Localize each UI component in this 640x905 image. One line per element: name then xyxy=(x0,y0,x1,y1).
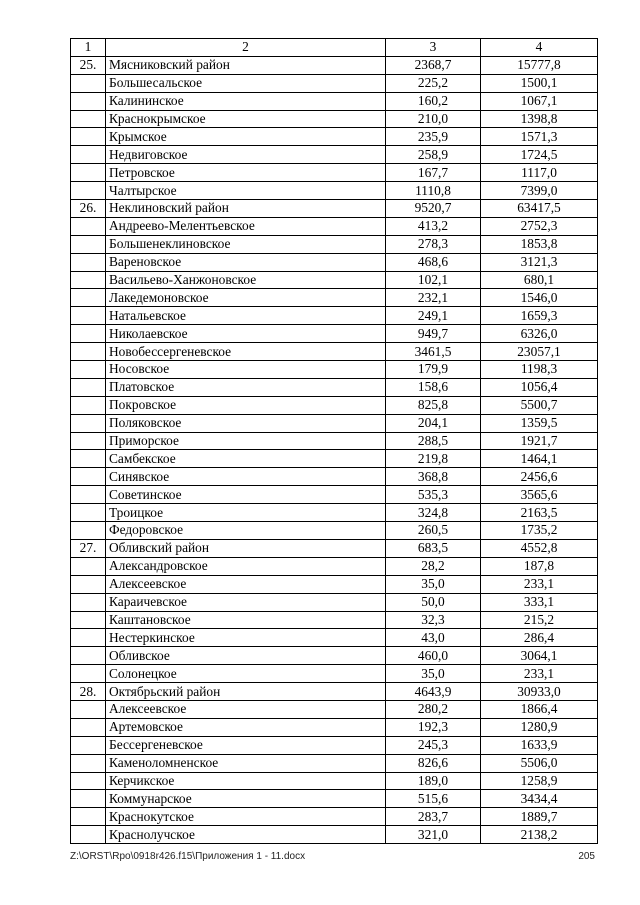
row-name: Обливский район xyxy=(106,539,386,557)
table-body xyxy=(71,39,598,844)
row-value-col3: 278,3 xyxy=(386,235,481,253)
row-number xyxy=(71,629,106,647)
row-number xyxy=(71,325,106,343)
table-row xyxy=(71,164,598,182)
row-value-col3: 321,0 xyxy=(386,826,481,844)
row-value-col3: 28,2 xyxy=(386,557,481,575)
row-number xyxy=(71,92,106,110)
row-number xyxy=(71,790,106,808)
table-row xyxy=(71,772,598,790)
row-number: 26. xyxy=(71,200,106,218)
row-number xyxy=(71,289,106,307)
table-row xyxy=(71,539,598,557)
row-value-col4: 1633,9 xyxy=(481,736,598,754)
row-number xyxy=(71,378,106,396)
row-value-col3: 245,3 xyxy=(386,736,481,754)
row-value-col4: 333,1 xyxy=(481,593,598,611)
row-name: Алексеевское xyxy=(106,700,386,718)
row-value-col4: 286,4 xyxy=(481,629,598,647)
row-value-col4: 1280,9 xyxy=(481,718,598,736)
header-col-4: 4 xyxy=(481,39,598,57)
row-number xyxy=(71,468,106,486)
row-number xyxy=(71,361,106,379)
row-value-col4: 1198,3 xyxy=(481,361,598,379)
row-value-col4: 680,1 xyxy=(481,271,598,289)
table-row xyxy=(71,92,598,110)
row-number: 28. xyxy=(71,683,106,701)
row-name: Караичевское xyxy=(106,593,386,611)
row-value-col3: 35,0 xyxy=(386,575,481,593)
table-row xyxy=(71,575,598,593)
row-name: Синявское xyxy=(106,468,386,486)
row-name: Петровское xyxy=(106,164,386,182)
footer-page-number: 205 xyxy=(578,851,595,862)
row-number xyxy=(71,486,106,504)
row-value-col3: 280,2 xyxy=(386,700,481,718)
table-row xyxy=(71,808,598,826)
row-value-col4: 233,1 xyxy=(481,665,598,683)
row-value-col3: 288,5 xyxy=(386,432,481,450)
row-value-col3: 368,8 xyxy=(386,468,481,486)
row-value-col4: 1359,5 xyxy=(481,414,598,432)
row-value-col3: 192,3 xyxy=(386,718,481,736)
row-number xyxy=(71,593,106,611)
table-row xyxy=(71,665,598,683)
row-name: Приморское xyxy=(106,432,386,450)
table-row xyxy=(71,683,598,701)
row-value-col3: 515,6 xyxy=(386,790,481,808)
row-value-col3: 249,1 xyxy=(386,307,481,325)
row-value-col3: 167,7 xyxy=(386,164,481,182)
table-row xyxy=(71,343,598,361)
row-number xyxy=(71,253,106,271)
row-number: 27. xyxy=(71,539,106,557)
row-name: Бессергеневское xyxy=(106,736,386,754)
row-value-col3: 535,3 xyxy=(386,486,481,504)
row-number xyxy=(71,146,106,164)
row-value-col3: 1110,8 xyxy=(386,182,481,200)
row-name: Носовское xyxy=(106,361,386,379)
row-value-col4: 1724,5 xyxy=(481,146,598,164)
row-value-col3: 32,3 xyxy=(386,611,481,629)
table-row xyxy=(71,450,598,468)
row-name: Керчикское xyxy=(106,772,386,790)
table-row xyxy=(71,522,598,540)
table-row xyxy=(71,557,598,575)
row-value-col4: 1889,7 xyxy=(481,808,598,826)
table-row xyxy=(71,253,598,271)
row-number xyxy=(71,217,106,235)
row-name: Покровское xyxy=(106,396,386,414)
row-number xyxy=(71,754,106,772)
row-number xyxy=(71,557,106,575)
row-name: Большенеклиновское xyxy=(106,235,386,253)
row-value-col4: 1546,0 xyxy=(481,289,598,307)
row-value-col3: 50,0 xyxy=(386,593,481,611)
row-name: Обливское xyxy=(106,647,386,665)
row-value-col4: 1258,9 xyxy=(481,772,598,790)
row-name: Большесальское xyxy=(106,74,386,92)
row-name: Советинское xyxy=(106,486,386,504)
row-name: Калининское xyxy=(106,92,386,110)
table-row xyxy=(71,414,598,432)
row-name: Каштановское xyxy=(106,611,386,629)
table-row xyxy=(71,307,598,325)
row-name: Коммунарское xyxy=(106,790,386,808)
row-name: Николаевское xyxy=(106,325,386,343)
row-value-col4: 2456,6 xyxy=(481,468,598,486)
row-value-col3: 158,6 xyxy=(386,378,481,396)
table-row xyxy=(71,396,598,414)
row-name: Октябрьский район xyxy=(106,683,386,701)
table-row xyxy=(71,468,598,486)
table-row xyxy=(71,790,598,808)
row-value-col4: 1067,1 xyxy=(481,92,598,110)
row-number xyxy=(71,647,106,665)
row-value-col3: 825,8 xyxy=(386,396,481,414)
row-value-col4: 1866,4 xyxy=(481,700,598,718)
row-number xyxy=(71,700,106,718)
row-value-col4: 5506,0 xyxy=(481,754,598,772)
table-row xyxy=(71,74,598,92)
row-value-col4: 23057,1 xyxy=(481,343,598,361)
row-value-col3: 43,0 xyxy=(386,629,481,647)
row-value-col4: 2138,2 xyxy=(481,826,598,844)
row-value-col4: 63417,5 xyxy=(481,200,598,218)
row-value-col4: 1056,4 xyxy=(481,378,598,396)
table-row xyxy=(71,432,598,450)
footer-file-path: Z:\ORST\Rpo\0918r426.f15\Приложения 1 - 11.docx xyxy=(70,851,306,862)
row-value-col3: 179,9 xyxy=(386,361,481,379)
row-value-col3: 210,0 xyxy=(386,110,481,128)
row-name: Краснокрымское xyxy=(106,110,386,128)
row-value-col4: 1464,1 xyxy=(481,450,598,468)
table-row xyxy=(71,754,598,772)
row-name: Самбекское xyxy=(106,450,386,468)
row-name: Федоровское xyxy=(106,522,386,540)
row-value-col3: 324,8 xyxy=(386,504,481,522)
row-value-col4: 1853,8 xyxy=(481,235,598,253)
row-number xyxy=(71,575,106,593)
row-value-col3: 189,0 xyxy=(386,772,481,790)
row-number xyxy=(71,164,106,182)
row-value-col4: 215,2 xyxy=(481,611,598,629)
row-name: Краснолучское xyxy=(106,826,386,844)
row-number xyxy=(71,128,106,146)
row-number xyxy=(71,432,106,450)
row-number xyxy=(71,772,106,790)
row-value-col4: 1921,7 xyxy=(481,432,598,450)
table-row xyxy=(71,56,598,74)
row-value-col3: 949,7 xyxy=(386,325,481,343)
row-value-col3: 3461,5 xyxy=(386,343,481,361)
row-name: Александровское xyxy=(106,557,386,575)
row-name: Троицкое xyxy=(106,504,386,522)
header-col-2: 2 xyxy=(106,39,386,57)
table-header-row xyxy=(71,39,598,57)
header-col-1: 1 xyxy=(71,39,106,57)
row-value-col4: 3565,6 xyxy=(481,486,598,504)
row-value-col3: 204,1 xyxy=(386,414,481,432)
row-value-col3: 413,2 xyxy=(386,217,481,235)
row-value-col3: 460,0 xyxy=(386,647,481,665)
table-row xyxy=(71,504,598,522)
table-row xyxy=(71,200,598,218)
table-row xyxy=(71,217,598,235)
row-name: Вареновское xyxy=(106,253,386,271)
table-row xyxy=(71,629,598,647)
row-name: Платовское xyxy=(106,378,386,396)
row-name: Нестеркинское xyxy=(106,629,386,647)
row-value-col4: 187,8 xyxy=(481,557,598,575)
row-value-col4: 3434,4 xyxy=(481,790,598,808)
row-name: Лакедемоновское xyxy=(106,289,386,307)
row-value-col4: 30933,0 xyxy=(481,683,598,701)
table-row xyxy=(71,611,598,629)
row-value-col3: 35,0 xyxy=(386,665,481,683)
row-value-col4: 5500,7 xyxy=(481,396,598,414)
row-name: Алексеевское xyxy=(106,575,386,593)
header-col-3: 3 xyxy=(386,39,481,57)
row-name: Недвиговское xyxy=(106,146,386,164)
row-number xyxy=(71,665,106,683)
row-value-col3: 235,9 xyxy=(386,128,481,146)
row-value-col4: 7399,0 xyxy=(481,182,598,200)
row-name: Новобессергеневское xyxy=(106,343,386,361)
table-row xyxy=(71,593,598,611)
row-value-col4: 1117,0 xyxy=(481,164,598,182)
row-value-col3: 2368,7 xyxy=(386,56,481,74)
table-row xyxy=(71,289,598,307)
row-number xyxy=(71,182,106,200)
row-value-col3: 4643,9 xyxy=(386,683,481,701)
row-name: Солонецкое xyxy=(106,665,386,683)
row-number xyxy=(71,522,106,540)
row-value-col3: 219,8 xyxy=(386,450,481,468)
row-number xyxy=(71,504,106,522)
row-value-col4: 15777,8 xyxy=(481,56,598,74)
row-value-col3: 826,6 xyxy=(386,754,481,772)
table-row xyxy=(71,235,598,253)
row-value-col3: 260,5 xyxy=(386,522,481,540)
row-value-col4: 2163,5 xyxy=(481,504,598,522)
row-number xyxy=(71,235,106,253)
row-name: Неклиновский район xyxy=(106,200,386,218)
row-value-col4: 1500,1 xyxy=(481,74,598,92)
row-name: Поляковское xyxy=(106,414,386,432)
row-name: Натальевское xyxy=(106,307,386,325)
row-name: Мясниковский район xyxy=(106,56,386,74)
row-number xyxy=(71,826,106,844)
row-value-col4: 1571,3 xyxy=(481,128,598,146)
table-row xyxy=(71,700,598,718)
table-row xyxy=(71,128,598,146)
row-value-col4: 233,1 xyxy=(481,575,598,593)
table-row xyxy=(71,182,598,200)
table-row xyxy=(71,826,598,844)
row-number xyxy=(71,611,106,629)
table-row xyxy=(71,146,598,164)
row-value-col3: 160,2 xyxy=(386,92,481,110)
row-value-col4: 2752,3 xyxy=(481,217,598,235)
table-row xyxy=(71,271,598,289)
row-value-col4: 1735,2 xyxy=(481,522,598,540)
row-number xyxy=(71,808,106,826)
row-value-col4: 1398,8 xyxy=(481,110,598,128)
row-value-col3: 683,5 xyxy=(386,539,481,557)
row-value-col4: 3064,1 xyxy=(481,647,598,665)
row-name: Андреево-Мелентьевское xyxy=(106,217,386,235)
table-row xyxy=(71,361,598,379)
row-number: 25. xyxy=(71,56,106,74)
row-number xyxy=(71,396,106,414)
row-value-col3: 468,6 xyxy=(386,253,481,271)
table-row xyxy=(71,647,598,665)
row-number xyxy=(71,74,106,92)
table-row xyxy=(71,736,598,754)
row-value-col4: 4552,8 xyxy=(481,539,598,557)
row-number xyxy=(71,307,106,325)
table-row xyxy=(71,718,598,736)
row-number xyxy=(71,450,106,468)
row-value-col4: 1659,3 xyxy=(481,307,598,325)
row-name: Краснокутское xyxy=(106,808,386,826)
row-name: Чалтырское xyxy=(106,182,386,200)
row-number xyxy=(71,343,106,361)
row-name: Каменоломненское xyxy=(106,754,386,772)
row-name: Крымское xyxy=(106,128,386,146)
row-number xyxy=(71,718,106,736)
table-row xyxy=(71,486,598,504)
row-number xyxy=(71,271,106,289)
row-value-col3: 283,7 xyxy=(386,808,481,826)
row-value-col3: 9520,7 xyxy=(386,200,481,218)
data-table xyxy=(70,38,598,844)
row-value-col3: 258,9 xyxy=(386,146,481,164)
row-number xyxy=(71,736,106,754)
row-value-col3: 232,1 xyxy=(386,289,481,307)
row-value-col4: 6326,0 xyxy=(481,325,598,343)
table-row xyxy=(71,110,598,128)
row-name: Васильево-Ханжоновское xyxy=(106,271,386,289)
row-value-col3: 225,2 xyxy=(386,74,481,92)
row-value-col3: 102,1 xyxy=(386,271,481,289)
row-value-col4: 3121,3 xyxy=(481,253,598,271)
table-row xyxy=(71,378,598,396)
row-number xyxy=(71,110,106,128)
row-name: Артемовское xyxy=(106,718,386,736)
row-number xyxy=(71,414,106,432)
table-row xyxy=(71,325,598,343)
